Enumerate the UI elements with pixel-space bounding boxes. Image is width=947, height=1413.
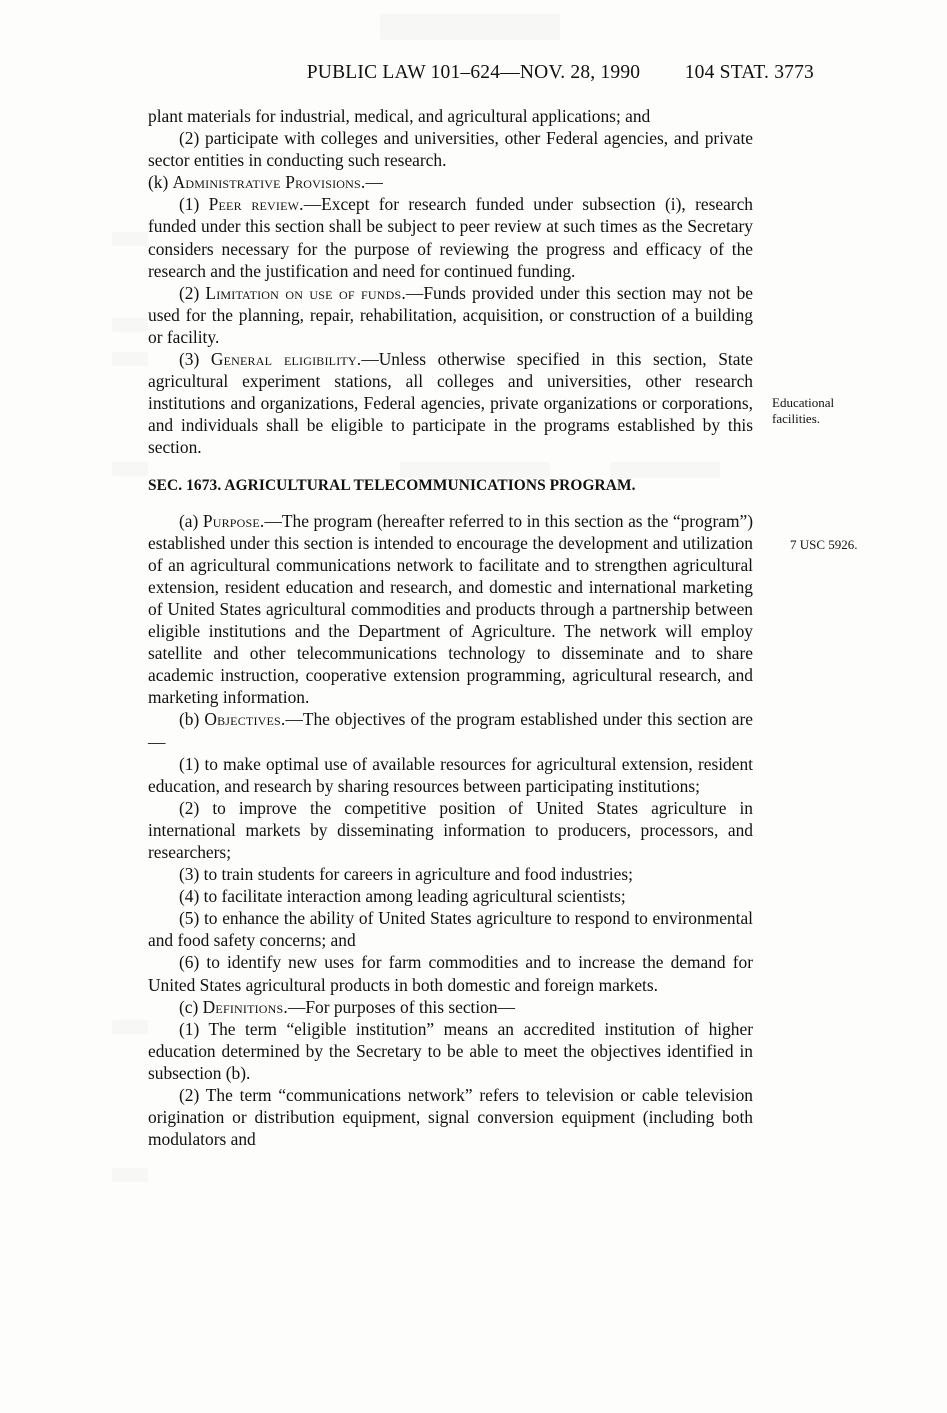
page-artifact: [112, 232, 148, 246]
paragraph-number: (2): [179, 282, 200, 303]
paragraph-k-2: (2) participate with colleges and universities, other Federal agencies, and private sector entities in conducting such research.: [148, 128, 753, 171]
margin-note-usc-citation: 7 USC 5926.: [790, 537, 858, 552]
page-artifact: [112, 462, 148, 476]
page-artifact: [380, 14, 560, 40]
paragraph-k-3-label: General eligibility.: [210, 349, 362, 370]
subsection-b-text: —The objectives of the program established under this section are—: [148, 709, 753, 752]
objective-item-1: (1) to make optimal use of available resources for agricultural extension, resident education, and research by sharing resources between participating institutions;: [148, 753, 753, 796]
subsection-b-objectives: (b) Objectives.—The objectives of the program established under this section are—: [148, 709, 753, 752]
margin-note-educational-facilities: [772, 395, 922, 427]
paragraph-number: (3): [179, 349, 200, 370]
subsection-a-purpose: (a) Purpose.—The program (hereafter referred to in this section as the “program”) established under this section is intended to encourage the development and utilization of an agricultural communications network to facilitate and to strengthen agricultural extension, resident education and research, and domestic and international marketing of United States agricultural commodities and products through a partnership between eligible institutions and the Department of Agriculture. The network will employ satellite and other telecommunications technology to disseminate and to share academic instruction, cooperative extension programming, agricultural research, and marketing information.: [148, 510, 754, 708]
page-artifact: [112, 318, 148, 332]
body-text-column: [148, 105, 753, 1150]
margin-note-line-2: facilities.: [772, 411, 821, 426]
paragraph-k-2-limitation: [148, 282, 753, 348]
subsection-b-label: Objectives.: [204, 709, 286, 730]
section-heading-1673: SEC. 1673. AGRICULTURAL TELECOMMUNICATIONS PROGRAM.: [148, 476, 636, 494]
page-artifact: [112, 1020, 148, 1034]
subsection-k-label: Administrative Provisions.: [172, 172, 366, 193]
objective-item-5: (5) to enhance the ability of United States agriculture to respond to environmental and food safety concerns; and: [148, 908, 753, 951]
subsection-a-label: Purpose.: [202, 510, 265, 531]
paragraph-k-1-label: Peer review.: [208, 194, 304, 215]
objective-item-2: (2) to improve the competitive position of United States agriculture in international markets by disseminating information to producers, processors, and researchers;: [148, 797, 753, 862]
objective-item-6: (6) to identify new uses for farm commodities and to increase the demand for United States agricultural products in both domestic and foreign markets.: [148, 952, 753, 995]
paragraph-continuation: plant materials for industrial, medical, and agricultural applications; and: [148, 106, 651, 126]
running-head-left: PUBLIC LAW 101–624—NOV. 28, 1990: [306, 62, 641, 83]
subsection-a-text: —The program (hereafter referred to in this section as the “program”) established under this section is intended to encourage the development and utilization of an agricultural communications network to facilitate and to strengthen agricultural extension, resident education and research, and domestic and international marketing of United States agricultural commodities and products through a partnership between eligible institutions and the Department of Agriculture. The network will employ satellite and other telecommunications technology to disseminate and to share academic instruction, cooperative extension programming, agricultural research, and marketing information.: [148, 510, 754, 708]
paragraph-k-1-text: —Except for research funded under subsection (i), research funded under this section shall be subject to peer review at such times as the Secretary considers necessary for the purpose of reviewing the progress and efficacy of the research and the justification and need for continued funding.: [148, 194, 754, 281]
running-head: [0, 62, 947, 84]
definition-item-1: (1) The term “eligible institution” means an accredited institution of higher education determined by the Secretary to be able to meet the objectives identified in subsection (b).: [148, 1018, 753, 1083]
subsection-c-label: Definitions.: [202, 996, 288, 1017]
paragraph-k-2-text: —Funds provided under this section may not be used for the planning, repair, rehabilitation, acquisition, or construction of a building or facility.: [148, 282, 753, 347]
page-artifact: [112, 1168, 148, 1182]
subsection-c-definitions: (c) Definitions.—For purposes of this section—: [179, 996, 515, 1017]
page-artifact: [112, 352, 148, 366]
subsection-k-heading: (k) Administrative Provisions.—: [148, 172, 383, 193]
margin-note-line-1: Educational: [772, 395, 835, 410]
paragraph-k-1-peer-review: [148, 193, 753, 281]
definition-item-2: (2) The term “communications network” refers to television or cable television origination or distribution equipment, signal conversion equipment (including both modulators and: [148, 1085, 753, 1150]
subsection-c-text: —For purposes of this section—: [287, 996, 515, 1017]
running-head-right: 104 STAT. 3773: [684, 62, 814, 83]
objective-item-3: (3) to train students for careers in agriculture and food industries;: [179, 864, 633, 885]
paragraph-k-3-text: —Unless otherwise specified in this section, State agricultural experiment stations, all colleges and universities, other research institutions and organizations, Federal agencies, private organizations or corporations, and individuals shall be eligible to participate in the programs established by this section.: [148, 349, 753, 458]
paragraph-k-2-label: Limitation on use of funds.: [205, 282, 406, 303]
objective-item-4: (4) to facilitate interaction among leading agricultural scientists;: [179, 886, 626, 907]
paragraph-k-3-general-eligibility: [148, 348, 753, 458]
paragraph-number: (1): [179, 194, 200, 215]
